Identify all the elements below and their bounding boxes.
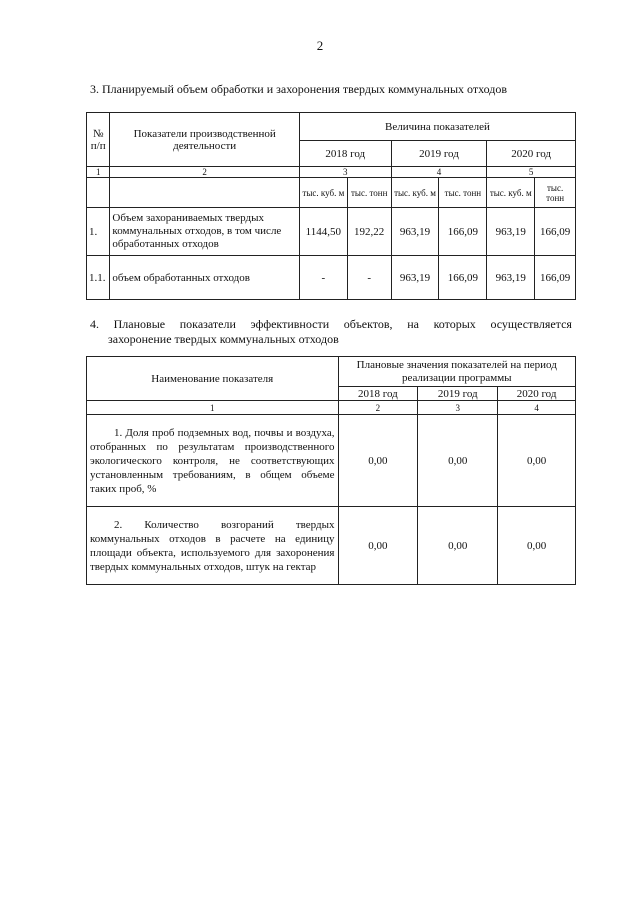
row-value: 166,09 bbox=[439, 256, 487, 300]
heading-number: 4. bbox=[90, 317, 99, 331]
indicator-value: 0,00 bbox=[498, 415, 576, 507]
row-value: 1144,50 bbox=[299, 208, 347, 256]
row-name: Объем захораниваемых твердых коммунальных отходов, в том числе обработанных отходов bbox=[110, 208, 299, 256]
indicator-value: 0,00 bbox=[418, 507, 498, 585]
row-value: 166,09 bbox=[439, 208, 487, 256]
indicator-name: 1. Доля проб подземных вод, почвы и воздуха, отобранных по результатам производственного экологического контроля, не соответствующих установленным требованиям, в общем объеме таких проб, % bbox=[87, 415, 339, 507]
row-value: 963,19 bbox=[391, 256, 439, 300]
table-row bbox=[87, 507, 576, 585]
header-year-2020: 2020 год bbox=[498, 387, 576, 401]
heading-word: объектов, bbox=[343, 317, 393, 331]
indicator-value: 0,00 bbox=[498, 507, 576, 585]
heading-word: эффективности bbox=[250, 317, 330, 331]
col-number: 3 bbox=[418, 401, 498, 415]
heading-word: Плановые bbox=[113, 317, 166, 331]
row-value: 166,09 bbox=[535, 256, 576, 300]
row-value: - bbox=[299, 256, 347, 300]
row-num: 1.1. bbox=[87, 256, 110, 300]
heading-word: которых bbox=[433, 317, 476, 331]
indicator-value: 0,00 bbox=[338, 507, 418, 585]
row-num: 1. bbox=[87, 208, 110, 256]
row-value: 963,19 bbox=[391, 208, 439, 256]
col-number: 1 bbox=[87, 167, 110, 178]
section-3-heading: 3. Планируемый объем обработки и захоронения твердых коммунальных отходов bbox=[90, 82, 508, 96]
empty-cell bbox=[110, 178, 299, 208]
header-year-2020: 2020 год bbox=[487, 141, 576, 167]
col-number: 2 bbox=[338, 401, 418, 415]
header-plan-values: Плановые значения показателей на период реализации программы bbox=[338, 357, 576, 387]
unit-label: тыс. куб. м bbox=[487, 178, 535, 208]
table-row bbox=[87, 256, 576, 300]
section-4-heading bbox=[90, 317, 572, 347]
indicator-value: 0,00 bbox=[418, 415, 498, 507]
unit-label: тыс. куб. м bbox=[299, 178, 347, 208]
table-row bbox=[87, 208, 576, 256]
heading-word: показатели bbox=[179, 317, 236, 331]
heading-line-2: захоронение твердых коммунальных отходов bbox=[108, 332, 339, 346]
row-value: 963,19 bbox=[487, 208, 535, 256]
header-values: Величина показателей bbox=[299, 113, 575, 141]
header-year-2018: 2018 год bbox=[338, 387, 418, 401]
indicator-value: 0,00 bbox=[338, 415, 418, 507]
efficiency-table bbox=[86, 356, 576, 585]
row-value: 166,09 bbox=[535, 208, 576, 256]
unit-label: тыс. тонн bbox=[347, 178, 391, 208]
header-indicator-name: Наименование показателя bbox=[87, 357, 339, 401]
indicator-name: 2. Количество возгораний твердых коммунальных отходов в расчете на единицу площади объекта, используемого для захоронения твердых коммунальных отходов, штук на гектар bbox=[87, 507, 339, 585]
unit-label: тыс. тонн bbox=[535, 178, 576, 208]
header-year-2018: 2018 год bbox=[299, 141, 391, 167]
col-number: 4 bbox=[498, 401, 576, 415]
page-number: 2 bbox=[316, 38, 324, 53]
unit-label: тыс. тонн bbox=[439, 178, 487, 208]
heading-word: осуществляется bbox=[490, 317, 572, 331]
table-row bbox=[87, 415, 576, 507]
col-number: 5 bbox=[487, 167, 576, 178]
waste-volume-table bbox=[86, 112, 576, 300]
header-num: № п/п bbox=[87, 113, 110, 167]
heading-word: на bbox=[407, 317, 419, 331]
col-number: 2 bbox=[110, 167, 299, 178]
col-number: 4 bbox=[391, 167, 487, 178]
row-value: - bbox=[347, 256, 391, 300]
header-indicator: Показатели производственной деятельности bbox=[110, 113, 299, 167]
row-name: объем обработанных отходов bbox=[110, 256, 299, 300]
row-value: 963,19 bbox=[487, 256, 535, 300]
empty-cell bbox=[87, 178, 110, 208]
col-number: 3 bbox=[299, 167, 391, 178]
header-year-2019: 2019 год bbox=[391, 141, 487, 167]
unit-label: тыс. куб. м bbox=[391, 178, 439, 208]
row-value: 192,22 bbox=[347, 208, 391, 256]
col-number: 1 bbox=[87, 401, 339, 415]
header-year-2019: 2019 год bbox=[418, 387, 498, 401]
